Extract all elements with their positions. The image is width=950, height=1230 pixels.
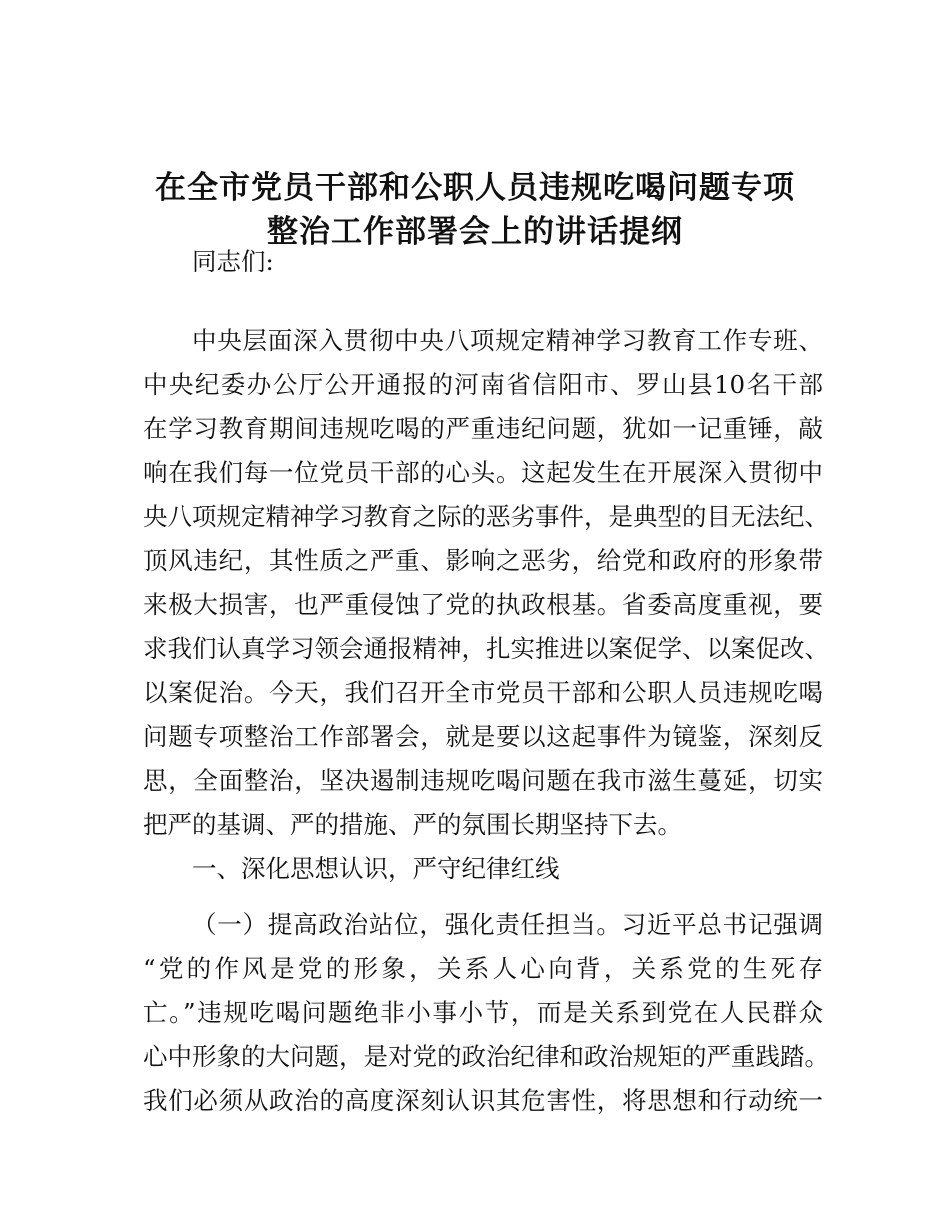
paragraph-2-line: “党的作风是党的形象，关系人心向背，关系党的生死存 (143, 954, 823, 983)
paragraph-1-line: 把严的基调、严的措施、严的氛围长期坚持下去。 (143, 810, 682, 839)
paragraph-1-line: 问题专项整治工作部署会，就是要以这起事件为镜鉴，深刻反 (143, 722, 823, 751)
paragraph-1-line: 在学习教育期间违规吃喝的严重违纪问题，犹如一记重锤，敲 (143, 414, 823, 443)
section-heading-1: 一、深化思想认识，严守纪律红线 (192, 854, 560, 883)
paragraph-1-line: 求我们认真学习领会通报精神，扎实推进以案促学、以案促改、 (143, 634, 829, 663)
paragraph-2-line: 亡。”违规吃喝问题绝非小事小节，而是关系到党在人民群众 (143, 998, 823, 1027)
document-title-line-1: 在全市党员干部和公职人员违规吃喝问题专项 (155, 170, 795, 206)
paragraph-2-line: 心中形象的大问题，是对党的政治纪律和政治规矩的严重践踏。 (143, 1042, 829, 1071)
paragraph-1-line: 央八项规定精神学习教育之际的恶劣事件，是典型的目无法纪、 (143, 502, 829, 531)
paragraph-1-line: 中央层面深入贯彻中央八项规定精神学习教育工作专班、 (192, 326, 823, 355)
paragraph-1-line: 以案促治。今天，我们召开全市党员干部和公职人员违规吃喝 (143, 678, 823, 707)
document-title-line-2: 整治工作部署会上的讲话提纲 (267, 214, 683, 250)
paragraph-1-line: 响在我们每一位党员干部的心头。这起发生在开展深入贯彻中 (143, 458, 823, 487)
paragraph-1-line: 思，全面整治，坚决遏制违规吃喝问题在我市滋生蔓延，切实 (143, 766, 823, 795)
salutation: 同志们: (192, 247, 274, 276)
paragraph-1-line: 中央纪委办公厅公开通报的河南省信阳市、罗山县10名干部 (143, 370, 823, 399)
paragraph-1-line: 来极大损害，也严重侵蚀了党的执政根基。省委高度重视，要 (143, 590, 823, 619)
paragraph-2-line: （一）提高政治站位，强化责任担当。习近平总书记强调 (192, 910, 823, 939)
paragraph-2-line: 我们必须从政治的高度深刻认识其危害性，将思想和行动统一 (143, 1086, 823, 1115)
paragraph-1-line: 顶风违纪，其性质之严重、影响之恶劣，给党和政府的形象带 (143, 546, 823, 575)
